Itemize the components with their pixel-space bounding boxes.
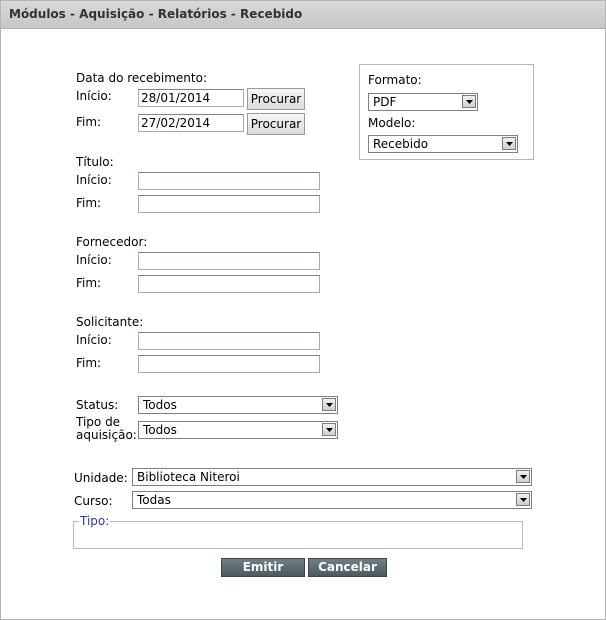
procurar-inicio-button[interactable]: Procurar — [247, 88, 305, 110]
unidade-label: Unidade: — [74, 471, 128, 485]
chevron-down-icon[interactable] — [516, 470, 530, 483]
emitir-button[interactable]: Emitir — [221, 558, 305, 577]
titulo-inicio-input[interactable] — [138, 172, 320, 190]
tipo-aquisicao-value: Todos — [143, 423, 177, 437]
titulo-inicio-label: Início: — [76, 173, 112, 187]
fornecedor-fim-input[interactable] — [138, 275, 320, 293]
titulo-fim-label: Fim: — [76, 196, 102, 210]
solicitante-fim-label: Fim: — [76, 356, 102, 370]
data-recebimento-label: Data do recebimento: — [76, 71, 207, 85]
titulo-label: Título: — [76, 155, 114, 169]
chevron-down-icon[interactable] — [322, 423, 336, 436]
title-bar — [1, 1, 605, 29]
tipo-aquisicao-select[interactable] — [138, 421, 338, 439]
data-inicio-input[interactable]: 28/01/2014 — [138, 89, 244, 107]
solicitante-inicio-label: Início: — [76, 333, 112, 347]
chevron-down-icon[interactable] — [516, 493, 530, 506]
tipo-legend: Tipo: — [80, 514, 110, 528]
fornecedor-fim-label: Fim: — [76, 276, 102, 290]
unidade-select[interactable] — [132, 468, 532, 486]
status-value: Todos — [143, 398, 177, 412]
fornecedor-inicio-label: Início: — [76, 253, 112, 267]
page-title: Módulos - Aquisição - Relatórios - Recebido — [9, 7, 303, 21]
solicitante-label: Solicitante: — [76, 315, 144, 329]
procurar-fim-button[interactable]: Procurar — [247, 113, 305, 135]
tipo-fieldset — [73, 521, 523, 549]
solicitante-inicio-input[interactable] — [138, 332, 320, 350]
chevron-down-icon[interactable] — [502, 137, 516, 150]
data-inicio-label: Início: — [76, 89, 112, 103]
curso-select[interactable] — [132, 491, 532, 509]
data-fim-label: Fim: — [76, 115, 102, 129]
formato-value: PDF — [373, 95, 397, 109]
tipo-aquisicao-label — [76, 416, 137, 442]
status-select[interactable] — [138, 396, 338, 414]
tipo-aquisicao-label-line2: aquisição: — [76, 428, 137, 442]
data-fim-input[interactable]: 27/02/2014 — [138, 114, 244, 132]
solicitante-fim-input[interactable] — [138, 355, 320, 373]
fornecedor-inicio-input[interactable] — [138, 252, 320, 270]
titulo-fim-input[interactable] — [138, 195, 320, 213]
curso-label: Curso: — [74, 494, 113, 508]
formato-select[interactable] — [368, 93, 478, 111]
fornecedor-label: Fornecedor: — [76, 235, 148, 249]
unidade-value: Biblioteca Niteroi — [137, 470, 240, 484]
cancelar-button[interactable]: Cancelar — [308, 558, 387, 577]
chevron-down-icon[interactable] — [462, 95, 476, 108]
modelo-label: Modelo: — [368, 116, 416, 130]
status-label: Status: — [76, 398, 119, 412]
tipo-aquisicao-label-line1: Tipo de — [76, 415, 121, 429]
formato-modelo-panel — [359, 64, 534, 160]
modelo-select[interactable] — [368, 135, 518, 153]
formato-label: Formato: — [368, 73, 422, 87]
curso-value: Todas — [137, 493, 171, 507]
chevron-down-icon[interactable] — [322, 398, 336, 411]
modelo-value: Recebido — [373, 137, 429, 151]
